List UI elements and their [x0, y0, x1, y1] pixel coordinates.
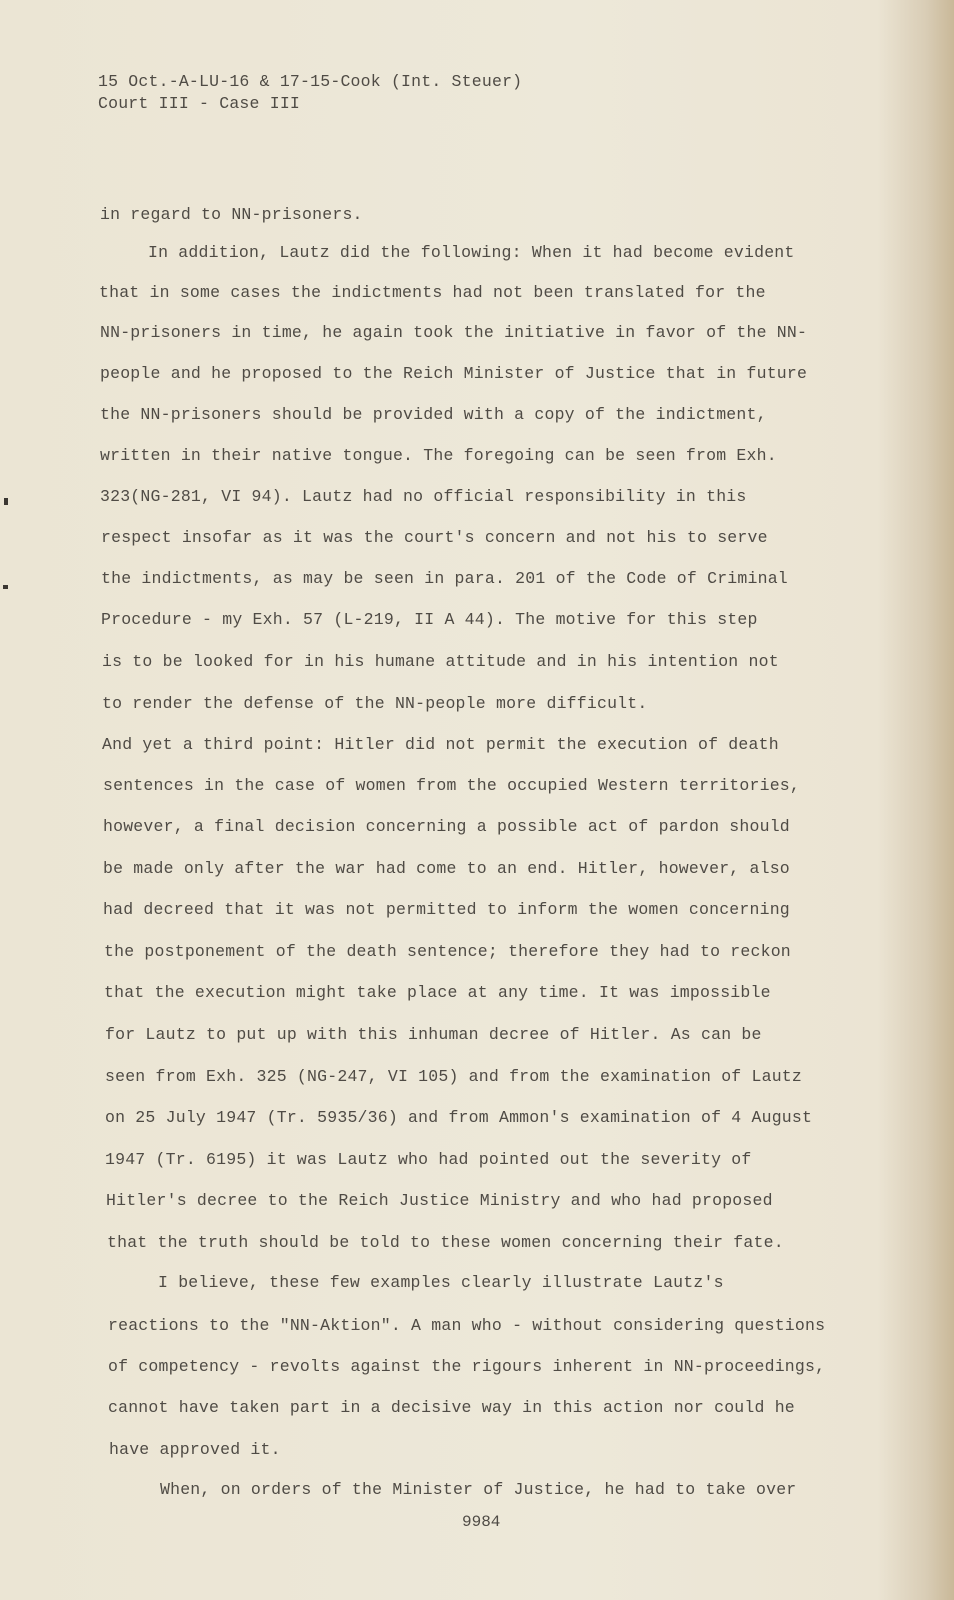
body-line: reactions to the "NN-Aktion". A man who - without considering questions — [108, 1316, 826, 1335]
body-line: be made only after the war had come to an end. Hitler, however, also — [103, 859, 790, 878]
body-line: however, a final decision concerning a possible act of pardon should — [103, 817, 790, 836]
body-line: And yet a third point: Hitler did not permit the execution of death — [102, 735, 779, 754]
body-line: in regard to NN-prisoners. — [100, 205, 363, 224]
body-line: people and he proposed to the Reich Minister of Justice that in future — [100, 364, 808, 383]
body-line: 323(NG-281, VI 94). Lautz had no official responsibility in this — [100, 487, 747, 506]
body-line: on 25 July 1947 (Tr. 5935/36) and from Ammon's examination of 4 August — [105, 1108, 813, 1127]
page-number: 9984 — [462, 1513, 501, 1531]
margin-mark — [3, 585, 8, 589]
body-line: Procedure - my Exh. 57 (L-219, II A 44). The motive for this step — [101, 610, 758, 629]
body-line: is to be looked for in his humane attitude and in his intention not — [102, 652, 779, 671]
body-line: that in some cases the indictments had not been translated for the — [99, 283, 766, 302]
body-line: cannot have taken part in a decisive way in this action nor could he — [108, 1398, 795, 1417]
body-line: for Lautz to put up with this inhuman decree of Hitler. As can be — [105, 1025, 762, 1044]
body-line: I believe, these few examples clearly illustrate Lautz's — [158, 1273, 724, 1292]
body-line: that the truth should be told to these women concerning their fate. — [107, 1233, 784, 1252]
body-line: the NN-prisoners should be provided with a copy of the indictment, — [100, 405, 767, 424]
header-line-case-ref: 15 Oct.-A-LU-16 & 17-15-Cook (Int. Steuer) — [98, 72, 523, 91]
margin-mark — [4, 498, 8, 505]
body-line: When, on orders of the Minister of Justice, he had to take over — [160, 1480, 797, 1499]
body-line: the indictments, as may be seen in para. 201 of the Code of Criminal — [101, 569, 788, 588]
document-header — [98, 71, 522, 115]
body-line: In addition, Lautz did the following: When it had become evident — [148, 243, 795, 262]
body-line: of competency - revolts against the rigours inherent in NN-proceedings, — [108, 1357, 826, 1376]
body-line: Hitler's decree to the Reich Justice Ministry and who had proposed — [106, 1191, 773, 1210]
body-line: respect insofar as it was the court's concern and not his to serve — [101, 528, 768, 547]
body-line: to render the defense of the NN-people more difficult. — [102, 694, 648, 713]
body-line: sentences in the case of women from the occupied Western territories, — [103, 776, 801, 795]
body-line: seen from Exh. 325 (NG-247, VI 105) and from the examination of Lautz — [105, 1067, 803, 1086]
body-line: the postponement of the death sentence; therefore they had to reckon — [104, 942, 791, 961]
body-line: have approved it. — [109, 1440, 281, 1459]
body-line: NN-prisoners in time, he again took the initiative in favor of the NN- — [100, 323, 808, 342]
body-line: had decreed that it was not permitted to inform the women concerning — [103, 900, 790, 919]
header-line-court: Court III - Case III — [98, 94, 301, 113]
body-line: written in their native tongue. The foregoing can be seen from Exh. — [100, 446, 777, 465]
body-line: 1947 (Tr. 6195) it was Lautz who had pointed out the severity of — [105, 1150, 752, 1169]
body-line: that the execution might take place at any time. It was impossible — [104, 983, 771, 1002]
